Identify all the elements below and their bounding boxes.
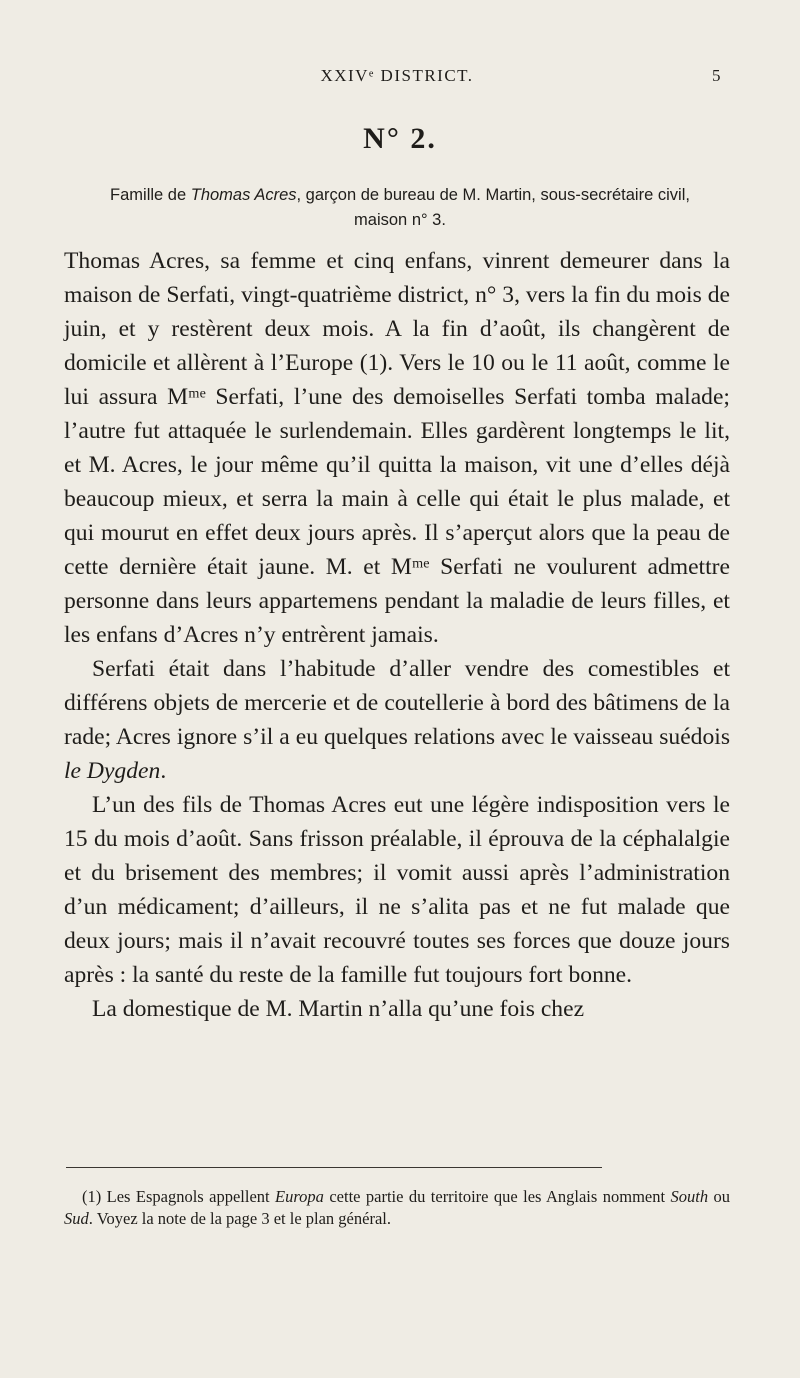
page-number: 5 — [712, 66, 722, 85]
footnote-part-c: cette partie du territoire que les Anglais nomment — [323, 1187, 671, 1206]
paragraph-2-text: Serfati était dans l’habitude d’aller vendre des comestibles et différens objets de mercerie et de coutellerie à bord des bâtimens de la rade; Acres ignore s’il a eu quelques relations avec le vaisseau suédois — [64, 656, 730, 750]
paragraph-2 — [64, 652, 730, 788]
body-text — [64, 244, 730, 1026]
caption-name: Thomas Acres — [190, 186, 297, 204]
paragraph-4: La domestique de M. Martin n’alla qu’une fois chez — [92, 996, 585, 1022]
document-caption — [96, 183, 704, 233]
footnote-part-a: (1) Les Espagnols appellent — [82, 1187, 276, 1206]
running-head-title: XXIVᵉ DISTRICT. — [320, 66, 474, 85]
footnote-divider — [66, 1167, 602, 1168]
paragraph-3: L’un des fils de Thomas Acres eut une légère indisposition vers le 15 du mois d’août. Sans frisson préalable, il éprouva de la céphalalgie et du brisement des membres; il vomit aussi après l’administration d’un médicament; d’ailleurs, il ne s’alita pas et ne fut malade que deux jours; mais il n’avait recouvré toutes ses forces que douze jours après : la santé du reste de la famille fut toujours fort bonne. — [64, 792, 730, 988]
ship-name: le Dygden — [64, 758, 161, 784]
footnote-part-g: . Voyez la note de la page 3 et le plan général. — [88, 1209, 391, 1228]
caption-pre: Famille de — [110, 186, 191, 204]
running-head — [64, 66, 730, 90]
paragraph-2-end: . — [160, 758, 167, 784]
document-number: N° 2. — [363, 122, 437, 155]
footnote-sud: Sud — [64, 1209, 89, 1228]
footnote-part-e: ou — [708, 1187, 730, 1206]
footnote-europa: Europa — [275, 1187, 324, 1206]
footnote-south: South — [670, 1187, 709, 1206]
footnote — [64, 1186, 730, 1230]
paragraph-1: Thomas Acres, sa femme et cinq enfans, vinrent demeurer dans la maison de Serfati, vingt-quatrième district, n° 3, vers la fin du mois de juin, et y restèrent deux mois. A la fin d’août, ils changèrent de domicile et allèrent à l’Europe (1). Vers le 10 ou le 11 août, comme le lui assura Mᵐᵉ Serfati, l’une des demoiselles Serfati tomba malade; l’autre fut attaquée le surlendemain. Elles gardèrent longtemps le lit, et M. Acres, le jour même qu’il quitta la maison, vit une d’elles déjà beaucoup mieux, et serra la main à celle qui était le plus malade, et qui mourut en effet deux jours après. Il s’aperçut alors que la peau de cette dernière était jaune. M. et Mᵐᵉ Serfati ne voulurent admettre personne dans leurs appartemens pendant la maladie de leurs filles, et les enfans d’Acres n’y entrèrent jamais. — [64, 248, 730, 648]
caption-post: , garçon de bureau de M. Martin, sous-secrétaire civil, maison n° 3. — [296, 186, 690, 229]
